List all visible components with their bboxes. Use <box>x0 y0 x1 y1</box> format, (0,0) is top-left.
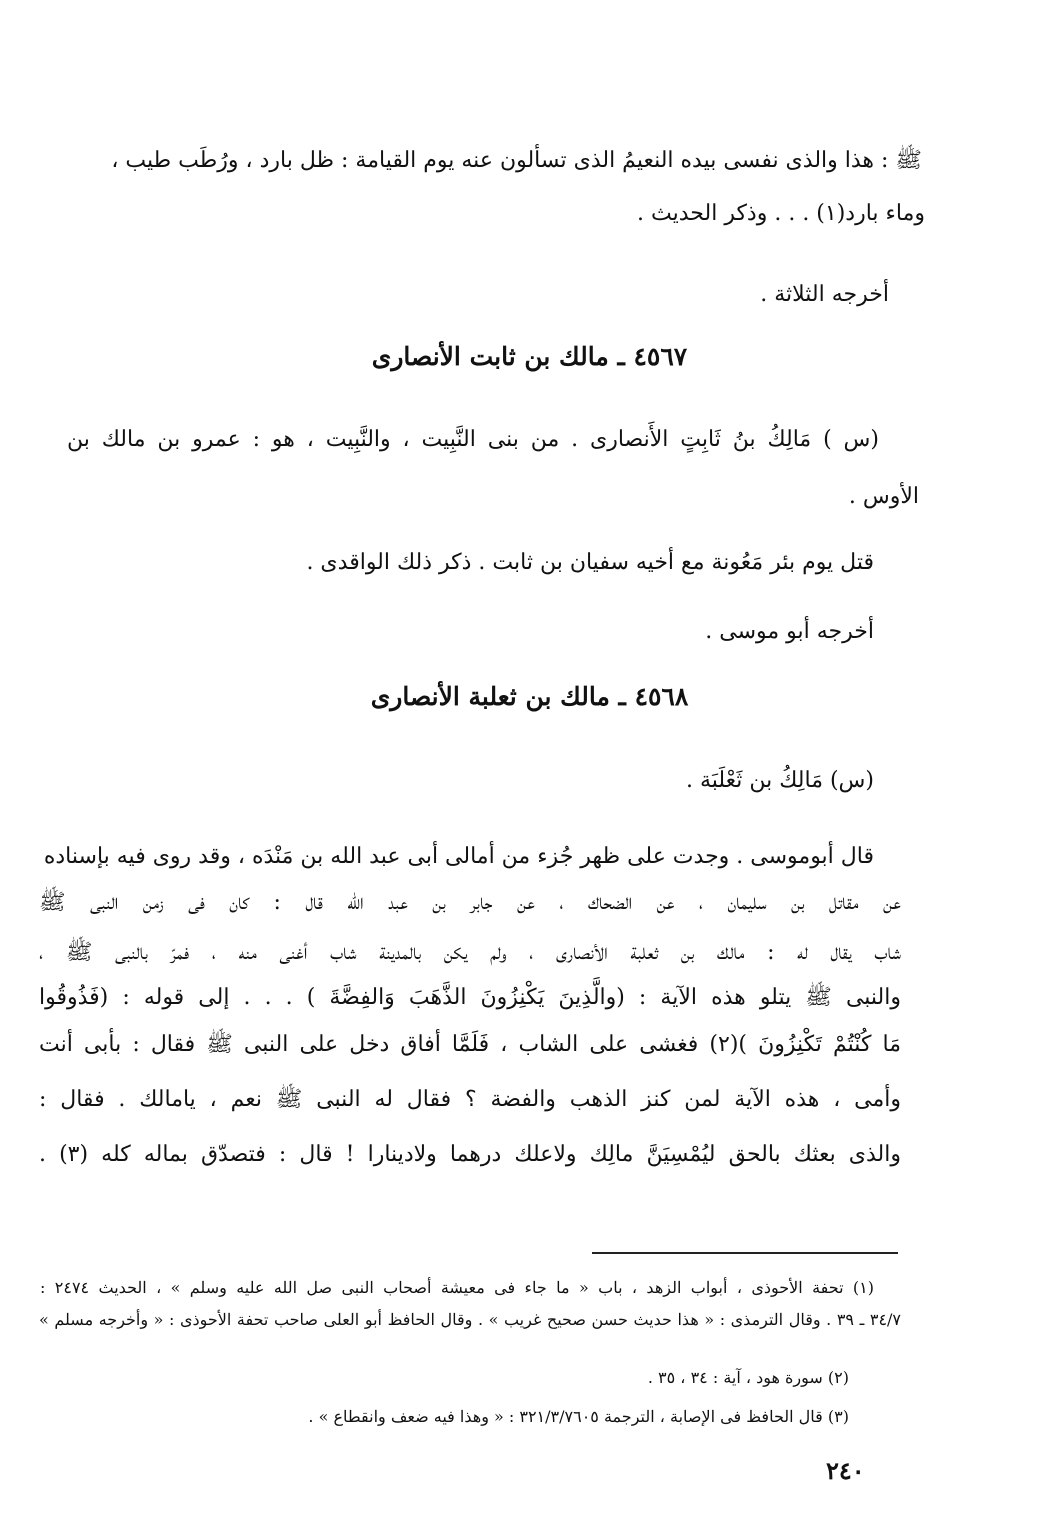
footnote: (١) تحفة الأحوذى ، أبواب الزهد ، باب « ما جاء فى معيشة أصحاب النبى صل الله عليه وسلم » ، الحديث ٢٤٧٤ : <box>40 1278 874 1297</box>
text-line: أخرجه أبو موسى . <box>705 619 874 644</box>
text-line: عن مقاتل بن سليمان ، عن الضحاك ، عن جابر بن عبد الله قال : كان فى زمن النبى ﷺ <box>39 890 901 915</box>
footnote-separator <box>592 1252 898 1254</box>
text-line: شاب يقال له : مالك بن ثعلبة الأنصارى ، ولم يكن بالمدينة شاب أغنى منه ، فمرّ بالنبى ﷺ ، <box>39 940 901 965</box>
footnote: (٢) سورة هود ، آية : ٣٤ ، ٣٥ . <box>647 1368 849 1387</box>
footnote: (٣) قال الحافظ فى الإصابة ، الترجمة ٣٢١/٣/٧٦٠٥ : « وهذا فيه ضعف وانقطاع » . <box>308 1407 849 1426</box>
text-line: وأمى ، هذه الآية لمن كنز الذهب والفضة ؟ فقال له النبى ﷺ نعم ، يامالك . فقال : <box>39 1087 901 1112</box>
text-line: الأوس . <box>848 484 919 509</box>
entry-heading: ٤٥٦٧ ـ مالك بن ثابت الأنصارى <box>371 342 688 371</box>
text-line: قال أبوموسى . وجدت على ظهر جُزء من أمالى أبى عبد الله بن مَنْدَه ، وقد روى فيه بإسناده <box>43 844 874 869</box>
text-line: مَا كُنْتُمْ تَكْنِزُونَ )(٢) فغشى على الشاب ، فَلَمَّا أفاق دخل على النبى ﷺ فقال : بأبى أنت <box>39 1032 902 1057</box>
footnote: ٣٤/٧ ـ ٣٩ . وقال الترمذى : « هذا حديث حسن صحيح غريب » . وقال الحافظ أبو العلى صاحب تحفة الأحوذى : « وأخرجه مسلم » <box>39 1310 902 1329</box>
text-line: ﷺ : هذا والذى نفسى بيده النعيمُ الذى تسألون عنه يوم القيامة : ظل بارد ، ورُطَب طيب ، <box>111 148 922 173</box>
text-line: والذى بعثك بالحق ليُمْسِيَنَّ مالِك ولاعلك درهما ولادينارا ! قال : فتصدّق بماله كله (٣) . <box>39 1142 901 1167</box>
text-line: والنبى ﷺ يتلو هذه الآية : (والَّذِينَ يَكْنِزُونَ الذَّهَبَ وَالفِضَّةَ ) . . . إلى قوله : (فَذُوقُوا <box>39 985 901 1010</box>
entry-heading: ٤٥٦٨ ـ مالك بن ثعلبة الأنصارى <box>370 682 689 711</box>
text-line: قتل يوم بئر مَعُونة مع أخيه سفيان بن ثابت . ذكر ذلك الواقدى . <box>306 550 874 575</box>
text-line: (س) مَالِكُ بن ثَعْلَبَة . <box>685 768 874 793</box>
page-number: ٢٤٠ <box>826 1456 865 1485</box>
text-line: أخرجه الثلاثة . <box>760 282 889 307</box>
text-line: (س ) مَالِكُ بنُ ثَابِتٍ الأَنصارى . من بنى النَّبِيت ، والنَّبِيت ، هو : عمرو بن مالك بن <box>67 427 879 452</box>
text-line: وماء بارد(١) . . . وذكر الحديث . <box>637 201 925 226</box>
